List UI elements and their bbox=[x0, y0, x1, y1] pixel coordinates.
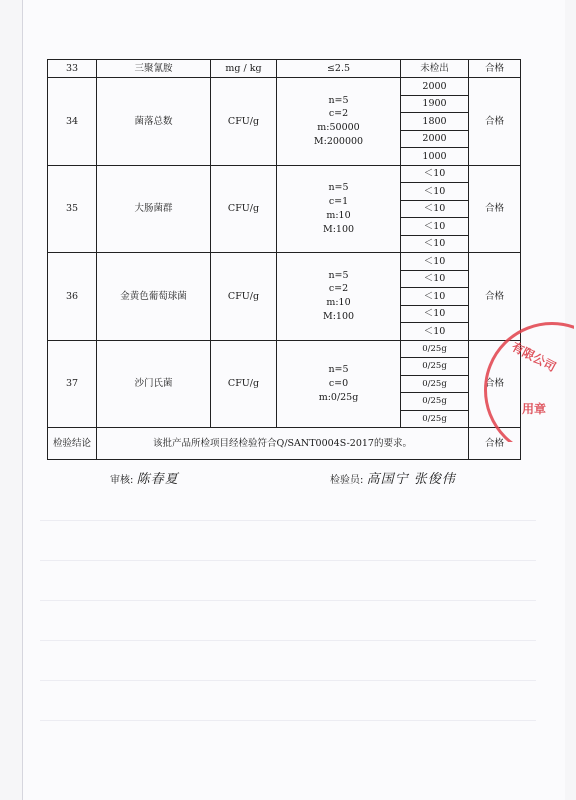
stamp-text: 有限公司 bbox=[509, 339, 559, 375]
item-name: 大肠菌群 bbox=[97, 165, 211, 253]
company-stamp bbox=[484, 322, 574, 442]
criteria-line: n=5 bbox=[328, 182, 349, 194]
item-verdict: 合格 bbox=[469, 165, 521, 253]
sample-result: 2000 bbox=[401, 130, 469, 148]
item-criteria bbox=[277, 340, 401, 428]
item-number: 33 bbox=[48, 60, 97, 78]
sample-result: 0/25g bbox=[401, 340, 469, 358]
item-name: 沙门氏菌 bbox=[97, 340, 211, 428]
item-verdict: 合格 bbox=[469, 60, 521, 78]
item-verdict: 合格 bbox=[469, 253, 521, 341]
sample-result: ＜10 bbox=[401, 270, 469, 288]
criteria-line: c=2 bbox=[328, 108, 349, 120]
item-verdict: 合格 bbox=[469, 78, 521, 166]
sample-result: ＜10 bbox=[401, 218, 469, 236]
sample-result: ＜10 bbox=[401, 183, 469, 201]
item-unit: mg / kg bbox=[211, 60, 277, 78]
item-verdict: 合格 bbox=[469, 340, 521, 428]
criteria-line: m:0/25g bbox=[318, 391, 359, 403]
inspection-table bbox=[47, 59, 521, 460]
item-number: 36 bbox=[48, 253, 97, 341]
criteria-line: c=2 bbox=[328, 283, 349, 295]
item-unit: CFU/g bbox=[211, 78, 277, 166]
conclusion-text: 该批产品所检项目经检验符合Q/SANT0004S-2017的要求。 bbox=[97, 428, 469, 460]
criteria-line: m:50000 bbox=[317, 122, 360, 134]
sample-result: 0/25g bbox=[401, 393, 469, 411]
criteria-line: n=5 bbox=[328, 269, 349, 281]
sample-result: 1900 bbox=[401, 95, 469, 113]
criteria-line: c=0 bbox=[328, 377, 349, 389]
sample-result: 0/25g bbox=[401, 375, 469, 393]
criteria-line: m:10 bbox=[326, 209, 351, 221]
item-unit: CFU/g bbox=[211, 165, 277, 253]
sample-result: ＜10 bbox=[401, 288, 469, 306]
table-row bbox=[48, 60, 521, 78]
item-unit: CFU/g bbox=[211, 340, 277, 428]
inspector-handwriting: 高国宁 张俊伟 bbox=[366, 472, 456, 487]
stamp-ring bbox=[484, 322, 574, 442]
criteria-line: n=5 bbox=[328, 94, 349, 106]
item-number: 34 bbox=[48, 78, 97, 166]
criteria-line: M:200000 bbox=[313, 136, 364, 148]
sample-result: 0/25g bbox=[401, 410, 469, 428]
item-name: 金黄色葡萄球菌 bbox=[97, 253, 211, 341]
criteria-line: m:10 bbox=[326, 297, 351, 309]
criteria-line: n=5 bbox=[328, 364, 349, 376]
sample-result: ＜10 bbox=[401, 200, 469, 218]
item-result: 未检出 bbox=[401, 60, 469, 78]
sample-result: ＜10 bbox=[401, 253, 469, 271]
table-row bbox=[48, 253, 521, 271]
conclusion-verdict: 合格 bbox=[469, 428, 521, 460]
sample-result: 1800 bbox=[401, 113, 469, 131]
table-row bbox=[48, 340, 521, 358]
item-number: 35 bbox=[48, 165, 97, 253]
sample-result: 0/25g bbox=[401, 358, 469, 376]
table-row bbox=[48, 165, 521, 183]
item-standard: ≤2.5 bbox=[277, 60, 401, 78]
item-criteria bbox=[277, 165, 401, 253]
inspector-signature bbox=[330, 468, 456, 487]
sample-result: ＜10 bbox=[401, 323, 469, 341]
reviewer-label: 审核: bbox=[110, 475, 134, 486]
criteria-line: M:100 bbox=[322, 223, 355, 235]
sample-result: ＜10 bbox=[401, 235, 469, 253]
sample-result: ＜10 bbox=[401, 305, 469, 323]
criteria-line: c=1 bbox=[328, 195, 349, 207]
stamp-text: 用章 bbox=[522, 402, 547, 416]
item-criteria bbox=[277, 253, 401, 341]
table-row bbox=[48, 78, 521, 96]
criteria-line: M:100 bbox=[322, 311, 355, 323]
reviewer-handwriting: 陈春夏 bbox=[136, 472, 179, 487]
sample-result: ＜10 bbox=[401, 165, 469, 183]
item-name: 三聚氰胺 bbox=[97, 60, 211, 78]
conclusion-row bbox=[48, 428, 521, 460]
item-number: 37 bbox=[48, 340, 97, 428]
reviewer-signature bbox=[110, 468, 179, 487]
conclusion-label: 检验结论 bbox=[48, 428, 97, 460]
sample-result: 1000 bbox=[401, 148, 469, 166]
item-criteria bbox=[277, 78, 401, 166]
sample-result: 2000 bbox=[401, 78, 469, 96]
inspector-label: 检验员: bbox=[330, 475, 364, 486]
item-unit: CFU/g bbox=[211, 253, 277, 341]
item-name: 菌落总数 bbox=[97, 78, 211, 166]
